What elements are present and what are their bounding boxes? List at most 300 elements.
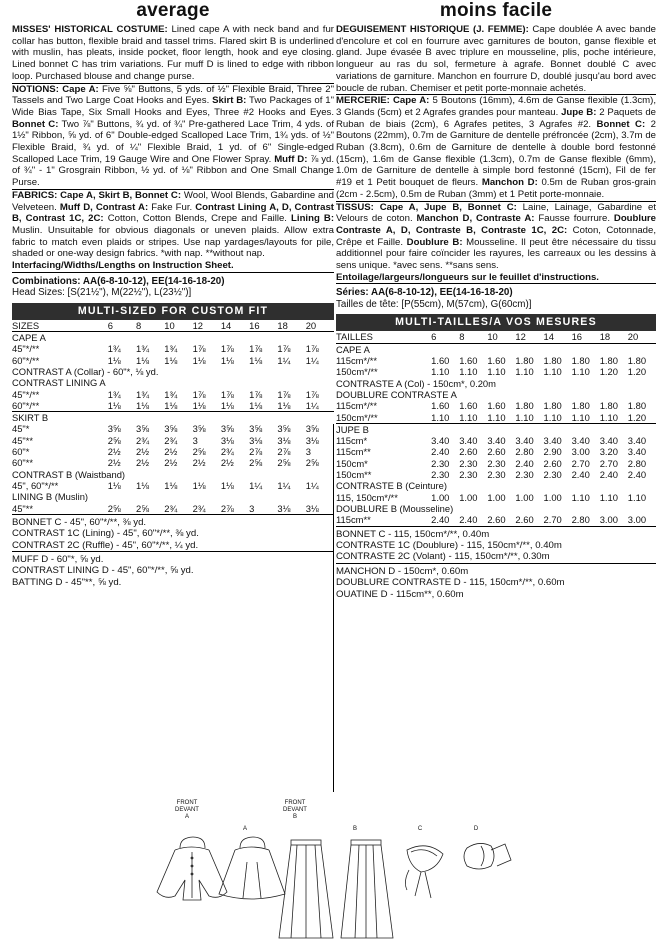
table-cell: 3⅝ <box>220 423 234 435</box>
table-cell: 1.80 <box>515 355 534 367</box>
table-cell: 1⅞ <box>305 388 319 400</box>
text-run: Laine, Lainage, Gabardine et Velours de coton. <box>336 201 656 225</box>
table-cell: 2.80 <box>571 514 590 526</box>
table-cell: 1.00 <box>543 491 562 503</box>
cape-back-sketch <box>219 837 285 899</box>
text-run: Muslin. <box>12 224 48 236</box>
table-cell: 2.70 <box>599 457 618 469</box>
table-cell: 1.10 <box>571 411 590 423</box>
table-note: CONTRASTE A (Col) - 150cm*, 0.20m <box>336 377 496 389</box>
sketch-label-d: D <box>473 826 479 832</box>
table-group-row <box>12 377 334 388</box>
table-cell: 3.00 <box>571 446 590 458</box>
table-header-cell: 6 <box>431 331 459 343</box>
table-cell: 1.10 <box>487 411 506 423</box>
row-label: 150cm* <box>336 457 368 469</box>
table-group-row <box>12 412 334 424</box>
table-cell: 1.10 <box>487 366 506 378</box>
combinations-line <box>12 276 334 288</box>
yardage-line: DOUBLURE CONTRASTE D - 115, 150cm*/**, 0.60m <box>336 577 565 589</box>
table-group-row <box>336 480 656 491</box>
table-cell: 1.60 <box>459 400 478 412</box>
row-label: 45"** <box>12 502 34 514</box>
text-run: Il peut être nécessaire du tissu additionnel pour faire coïncider les rayures, les carreaux ou les dessins à sens unique. *avec sens. **sans sens. <box>336 236 657 272</box>
table-cell: 3.20 <box>599 446 618 458</box>
cape-front-sketch <box>157 837 227 900</box>
table-header-row <box>336 331 656 343</box>
difficulty-heading-fr: moins facile <box>439 0 553 21</box>
divider <box>12 272 334 273</box>
table-row <box>12 343 334 354</box>
table-cell: 1⅛ <box>164 354 178 366</box>
table-cell: 2.40 <box>431 446 450 458</box>
bold-run: TISSUS: Cape A, Jupe B, Bonnet C: <box>336 201 517 213</box>
bold-run: Manchon D: <box>481 177 538 189</box>
table-cell: 1.80 <box>543 400 562 412</box>
table-cell: 2.40 <box>627 469 647 481</box>
table-cell: 2½ <box>136 446 150 458</box>
description-paragraph-fr <box>336 24 656 94</box>
table-cell: 1⅛ <box>192 479 206 491</box>
table-cell: 2.80 <box>515 446 534 458</box>
bold-run: MERCERIE: Cape A: <box>336 95 430 107</box>
table-cell: 2½ <box>164 446 178 458</box>
table-row <box>336 355 656 366</box>
sketch-label-front-b: FRONT DEVANT B <box>283 800 307 820</box>
table-header-cell: 16 <box>249 320 277 332</box>
table-cell: 1⅛ <box>107 354 121 366</box>
table-cell: 2.40 <box>459 514 478 526</box>
table-cell: 3⅛ <box>277 434 291 446</box>
bold-run: Skirt B: <box>212 95 247 107</box>
table-row <box>336 458 656 469</box>
combinations-text: Combinations: AA(6-8-10-12), EE(14-16-18-20) <box>12 275 225 287</box>
notions-paragraph <box>12 84 334 189</box>
table-note: CONTRAST A (Collar) - 60"*, ⅛ yd. <box>12 365 159 377</box>
table-cell: 2.60 <box>543 457 562 469</box>
table-cell: 1⅞ <box>277 388 291 400</box>
table-cell: 2¾ <box>164 434 178 446</box>
table-row <box>12 480 334 491</box>
table-cell: 2.30 <box>431 469 450 481</box>
table-cell: 2½ <box>107 457 121 469</box>
table-cell: 1.10 <box>459 366 478 378</box>
bonnet-sketch <box>405 846 443 898</box>
table-cell: 2½ <box>164 457 178 469</box>
table-cell: 1⅞ <box>305 343 319 355</box>
table-header-cell: 16 <box>572 331 600 343</box>
bold-run: Muff D: <box>274 153 308 165</box>
table-row <box>336 435 656 446</box>
description-paragraph <box>12 24 334 83</box>
text-run: Cotton, Cotton Blends, Crepe and Faille. <box>103 213 292 225</box>
table-cell: 1.80 <box>627 400 647 412</box>
text-run: Five ⅝" Buttons, 5 yds. of ½" Flexible Braid, Three 2" Tassels and Two Large Coat Hooks and Eyes. <box>12 83 334 107</box>
table-cell: 2.60 <box>487 446 506 458</box>
yardage-line: BONNET C - 45", 60"*/**, ⅜ yd. <box>12 514 334 528</box>
table-cell: 2.90 <box>543 446 562 458</box>
table-cell: 1¼ <box>277 354 291 366</box>
head-sizes-line-fr: Tailles de tête: [P(55cm), M(57cm), G(60cm)] <box>336 298 532 310</box>
row-label: 115cm*/** <box>336 400 377 412</box>
bold-run: MISSES' HISTORICAL COSTUME: <box>12 24 168 35</box>
table-cell: 2¾ <box>192 502 206 514</box>
table-cell: 1.10 <box>571 491 590 503</box>
table-row <box>336 514 656 525</box>
table-cell: 2.30 <box>515 469 534 481</box>
table-cell: 3⅝ <box>277 423 291 435</box>
row-label: 115cm*/** <box>336 355 377 367</box>
table-header-cell: 8 <box>136 320 164 332</box>
table-group-row <box>336 343 656 355</box>
fabrics-paragraph <box>12 190 334 260</box>
text-run: Two Packages of 1" Wide Bias Tape, Six Small Hooks and Eyes, Three #2 Hooks and Eyes. <box>12 95 334 118</box>
table-cell: 2.40 <box>571 469 590 481</box>
bold-run: Bonnet C: <box>12 118 59 130</box>
row-label: 45"*/** <box>12 388 40 400</box>
yardage-bar: MULTI-SIZED FOR CUSTOM FIT <box>12 303 334 320</box>
table-cell: 1⅞ <box>220 388 234 400</box>
table-cell: 3⅝ <box>192 423 206 435</box>
table-cell: 3⅛ <box>305 502 319 514</box>
table-header-cell: SIZES <box>12 320 108 332</box>
sketch-label-b: B <box>352 826 357 832</box>
text-run: Cape doublée A avec bande d'encolure et col en fourrure avec garnitures de bouton, ganse flexible et gland. Jupe évasée B avec triplure en mousseline, plis, poche intérieure, longueur au ras du sol, fermeture à agrafe. Bonnet doublé C avec variations de garniture. Manchon en fourrure D, doublé jusqu'au bord avec boucle de ruban. Chemiser et petit porte-monnaie achetés. <box>336 24 656 94</box>
table-row <box>12 400 334 412</box>
table-cell: 1¾ <box>107 388 121 400</box>
table-cell: 3.40 <box>543 435 562 447</box>
group-label: DOUBLURE CONTRASTE A <box>336 388 457 400</box>
table-cell: 1.60 <box>431 355 450 367</box>
table-cell: 2.60 <box>459 446 478 458</box>
table-cell: 1¼ <box>305 399 319 411</box>
table-note-row <box>12 366 334 377</box>
table-cell: 2.30 <box>487 457 506 469</box>
table-cell: 1⅛ <box>192 399 206 411</box>
table-cell: 1.10 <box>599 411 618 423</box>
table-cell: 1⅛ <box>220 354 234 366</box>
table-cell: 1¼ <box>305 354 319 366</box>
table-cell: 3⅝ <box>305 423 319 435</box>
table-cell: 2⅝ <box>305 457 319 469</box>
table-cell: 1.80 <box>571 400 590 412</box>
table-cell: 1⅞ <box>249 343 263 355</box>
table-cell: 1.80 <box>627 355 647 367</box>
group-label: CAPE A <box>12 332 46 344</box>
table-cell: 3.00 <box>599 514 618 526</box>
table-row <box>336 412 656 424</box>
table-cell: 2.40 <box>515 457 534 469</box>
table-row <box>336 446 656 457</box>
table-cell: 1⅞ <box>220 343 234 355</box>
extra-yardage-fr <box>336 526 656 600</box>
row-label: 150cm*/** <box>336 366 378 378</box>
interfacing-note-fr: Entoilage/largeurs/longueurs sur le feuillet d'instructions. <box>336 271 599 283</box>
table-cell: 3.00 <box>627 514 647 526</box>
group-label: CONTRAST LINING A <box>12 377 106 389</box>
yardage-line: CONTRASTE 1C (Doublure) - 115, 150cm*/**, 0.40m <box>336 539 562 551</box>
table-cell: 2.30 <box>487 469 506 481</box>
table-cell: 3 <box>192 434 198 446</box>
table-group-row <box>12 469 334 480</box>
combinations-text-fr: Séries: AA(6-8-10-12), EE(14-16-18-20) <box>336 287 513 299</box>
table-cell: 3.40 <box>431 435 450 447</box>
table-cell: 1¼ <box>277 479 291 491</box>
table-cell: 1.10 <box>459 411 478 423</box>
group-label: CAPE A <box>336 343 370 355</box>
table-cell: 3⅝ <box>249 423 263 435</box>
table-cell: 2⅞ <box>220 502 234 514</box>
table-cell: 2⅝ <box>192 446 206 458</box>
row-label: 115cm** <box>336 514 371 526</box>
row-label: 60"** <box>12 457 34 469</box>
text-run: Coton, Cotonnade, Crêpe et Faille. <box>336 224 656 248</box>
row-label: 45"* <box>12 423 30 435</box>
table-cell: 1.60 <box>487 355 506 367</box>
text-run: Fausse fourrure. <box>534 213 614 225</box>
table-cell: 1⅛ <box>192 354 206 366</box>
table-cell: 3⅛ <box>277 502 291 514</box>
table-header-cell: 20 <box>306 320 334 332</box>
table-cell: 1¾ <box>164 388 178 400</box>
bold-run: DEGUISEMENT HISTORIQUE (J. FEMME): <box>336 24 529 35</box>
table-cell: 2.60 <box>515 514 534 526</box>
table-cell: 2½ <box>107 446 121 458</box>
table-cell: 3.40 <box>459 435 478 447</box>
table-row <box>12 446 334 457</box>
muff-sketch <box>464 843 511 869</box>
table-cell: 2.70 <box>571 457 590 469</box>
table-cell: 1⅛ <box>277 399 291 411</box>
table-group-row <box>12 332 334 344</box>
table-cell: 1¾ <box>107 343 121 355</box>
sketch-label-front-a: FRONT DEVANT A <box>175 800 199 820</box>
table-cell: 1¾ <box>136 388 150 400</box>
table-header-cell: 14 <box>221 320 249 332</box>
table-cell: 2⅝ <box>107 502 121 514</box>
table-cell: 2.80 <box>627 457 647 469</box>
table-row <box>336 469 656 480</box>
table-cell: 2¾ <box>136 434 150 446</box>
table-cell: 2.30 <box>459 469 478 481</box>
table-cell: 2.30 <box>543 469 562 481</box>
table-cell: 1.80 <box>571 355 590 367</box>
table-row <box>336 366 656 377</box>
table-header-row <box>12 320 334 332</box>
notions-paragraph-fr <box>336 95 656 200</box>
table-header-cell: 6 <box>108 320 136 332</box>
table-cell: 1⅛ <box>249 399 263 411</box>
table-cell: 2⅞ <box>277 446 291 458</box>
table-group-row <box>336 389 656 400</box>
table-cell: 3.40 <box>599 435 618 447</box>
table-cell: 1⅞ <box>192 343 206 355</box>
yardage-table <box>12 320 334 514</box>
yardage-line: OUATINE D - 115cm**, 0.60m <box>336 588 464 600</box>
table-cell: 3 <box>249 502 255 514</box>
row-label: 60"*/** <box>12 354 40 366</box>
table-row <box>12 457 334 468</box>
table-cell: 1.10 <box>431 366 450 378</box>
table-cell: 1.80 <box>599 400 618 412</box>
table-cell: 1⅛ <box>164 399 178 411</box>
table-cell: 1.10 <box>515 366 534 378</box>
table-cell: 3⅝ <box>136 423 150 435</box>
interfacing-note: Interfacing/Widths/Lengths on Instruction Sheet. <box>12 260 234 272</box>
row-label: 60"*/** <box>12 399 40 411</box>
yardage-line: CONTRAST 1C (Lining) - 45", 60"*/**, ⅜ yd. <box>12 528 199 540</box>
table-cell: 1.80 <box>543 355 562 367</box>
bold-run: Doublure B: <box>406 236 463 248</box>
sketch-label-a: A <box>242 826 247 832</box>
table-row <box>12 435 334 446</box>
table-cell: 1.10 <box>599 491 618 503</box>
group-label: JUPE B <box>336 423 656 435</box>
table-cell: 1⅛ <box>136 479 150 491</box>
table-cell: 3.40 <box>571 435 590 447</box>
fabrics-paragraph-fr <box>336 202 656 272</box>
row-label: 60"* <box>12 446 30 458</box>
yardage-line: CONTRAST LINING D - 45", 60"*/**, ⅝ yd. <box>12 565 194 577</box>
divider <box>336 283 656 284</box>
text-run: Wool, Wool Blends, Gabardine and Velveteen. <box>12 189 335 213</box>
text-run: 2 Paquets de Ruban de biais (2cm), 6 Agrafes petites, 3 Agrafes #2. <box>336 106 656 130</box>
row-label: 45"** <box>12 434 34 446</box>
table-cell: 3.40 <box>515 435 534 447</box>
table-cell: 2⅝ <box>249 457 263 469</box>
table-cell: 2½ <box>192 457 206 469</box>
table-cell: 3.40 <box>627 446 647 458</box>
group-label: SKIRT B <box>12 412 334 424</box>
group-label: LINING B (Muslin) <box>12 491 89 503</box>
row-label: 115cm* <box>336 435 368 447</box>
bold-run: FABRICS: Cape A, Skirt B, Bonnet C: <box>12 189 182 201</box>
text-run: 2 Boutons (22mm), 0.7m de Garniture de dentelle préfroncée (2cm), 3.7m de Ruban (3.8cm), 0.6m de Garniture de dentelle à double bord festonné (15cm), 1.6m de Ganse flexible (1.3cm), 0.7m de Ganse flexible (6mm), 1.0m de Garniture de dentelle à simple bord festonné (15cm), Fil de fer #19 et 1 Petit bouquet de fleurs. <box>336 118 656 189</box>
text-run: Two ⅞" Buttons, ¾ yd. of ¾" Pre-gathered Lace Trim, 4 yds. of 1½" Ribbon, ⅝ yd. of 6" Double-edged Scalloped Lace Trim, 1¾ yds. of ½" Flexible Braid, ¾ yd. of ¼" Flexible Braid, 1 yd. of 6" Single-edged Scalloped Lace Trim, 19 Gauge Wire and One Flower Spray. <box>12 118 334 165</box>
text-run: 0.5m de Ruban gros-grain (2cm - 2.5cm), 0.5m de Ruban (3mm) et 1 Petit porte-monnaie. <box>336 177 656 200</box>
table-cell: 1.00 <box>431 491 450 503</box>
yardage-line: MANCHON D - 150cm*, 0.60m <box>336 563 656 577</box>
text-run: Mousseline. <box>462 236 522 248</box>
table-cell: 1.80 <box>599 355 618 367</box>
table-cell: 3⅝ <box>107 423 121 435</box>
yardage-line: CONTRAST 2C (Ruffle) - 45", 60"*/**, ¼ yd. <box>12 539 199 551</box>
table-cell: 1¾ <box>164 343 178 355</box>
row-label: 115, 150cm*/** <box>336 491 398 503</box>
table-cell: 2⅝ <box>107 434 121 446</box>
table-cell: 1.20 <box>599 366 618 378</box>
table-cell: 1⅛ <box>220 479 234 491</box>
table-cell: 2.40 <box>431 514 450 526</box>
group-label: CONTRAST B (Waistband) <box>12 468 126 480</box>
table-header-cell: 14 <box>544 331 572 343</box>
table-cell: 2.60 <box>487 514 506 526</box>
table-row <box>12 503 334 514</box>
text-run: 5 Boutons (16mm), 4.6m de Ganse flexible (1.3cm), 3 Glands (5cm) et 2 Agrafes grandes pour manteau. <box>336 95 656 118</box>
combinations-line-fr <box>336 287 656 299</box>
table-cell: 2.30 <box>431 457 450 469</box>
table-cell: 3⅛ <box>249 434 263 446</box>
table-cell: 3.40 <box>487 435 506 447</box>
table-row <box>12 389 334 400</box>
table-cell: 1⅛ <box>164 479 178 491</box>
table-row <box>12 355 334 366</box>
row-label: 45"*/** <box>12 343 40 355</box>
table-cell: 1¼ <box>249 479 263 491</box>
table-cell: 2⅞ <box>249 446 263 458</box>
table-cell: 1⅛ <box>249 354 263 366</box>
table-cell: 1⅞ <box>192 388 206 400</box>
bold-run: Lining B: <box>291 213 335 225</box>
table-cell: 1.10 <box>431 411 450 423</box>
table-cell: 2½ <box>136 457 150 469</box>
table-cell: 1.60 <box>459 355 478 367</box>
table-cell: 1.20 <box>627 366 647 378</box>
text-run: ⅞ yd. of ¾" - 1" Grosgrain Ribbon, ½ yd. of ⅛" Ribbon and One Small Change Purse. <box>12 153 334 189</box>
table-cell: 2.30 <box>459 457 478 469</box>
table-header-cell: 12 <box>515 331 543 343</box>
table-cell: 2½ <box>220 457 234 469</box>
extra-yardage <box>12 514 334 588</box>
table-cell: 1⅛ <box>107 479 121 491</box>
table-row <box>12 423 334 434</box>
table-cell: 1.80 <box>515 400 534 412</box>
table-header-cell: 10 <box>164 320 192 332</box>
table-cell: 3⅝ <box>164 423 178 435</box>
yardage-line: CONTRASTE 2C (Volant) - 115, 150cm*/**, 0.30m <box>336 551 550 563</box>
sketch-label-c: C <box>417 826 423 832</box>
bold-run: Jupe B: <box>561 106 597 118</box>
row-label: 150cm** <box>336 469 372 481</box>
table-cell: 1.20 <box>627 411 647 423</box>
table-row <box>336 400 656 411</box>
table-header-cell: 18 <box>277 320 305 332</box>
table-cell: 1⅛ <box>136 354 150 366</box>
table-header-cell: 8 <box>459 331 487 343</box>
table-group-row <box>336 423 656 435</box>
table-cell: 1⅞ <box>277 343 291 355</box>
group-label: CONTRASTE B (Ceinture) <box>336 480 447 492</box>
english-column <box>12 0 334 588</box>
table-cell: 2¾ <box>164 502 178 514</box>
table-cell: 3⅛ <box>220 434 234 446</box>
table-header-cell: 18 <box>600 331 628 343</box>
bold-run: Manchon D, Contraste A: <box>416 213 535 225</box>
table-group-row <box>12 491 334 502</box>
table-cell: 1⅛ <box>107 399 121 411</box>
difficulty-heading: average <box>136 0 210 21</box>
bold-run: Bonnet C: <box>596 118 646 130</box>
head-sizes-line: Head Sizes: [S(21½"), M(22½"), L(23½")] <box>12 287 192 299</box>
table-cell: 2.40 <box>599 469 618 481</box>
text-run: Fake Fur. <box>148 201 196 213</box>
table-header-cell: 20 <box>628 331 656 343</box>
table-cell: 1¼ <box>305 479 319 491</box>
table-cell: 1.10 <box>543 411 562 423</box>
table-cell: 1.00 <box>515 491 534 503</box>
skirt-front-sketch <box>279 840 333 938</box>
bold-run: Muff D, Contrast A: <box>59 201 149 213</box>
table-cell: 3.40 <box>627 435 647 447</box>
column-divider <box>333 424 334 792</box>
table-cell: 3⅛ <box>305 434 319 446</box>
table-header-cell: 10 <box>487 331 515 343</box>
yardage-line: BATTING D - 45"**, ⅝ yd. <box>12 576 122 588</box>
yardage-bar-fr: MULTI-TAILLES/A VOS MESURES <box>336 314 656 331</box>
text-run: Lined cape A with neck band and fur collar has button, flexible braid and tassel trims. Flared skirt B is underlined with muslin, has pleats, inside pocket, floor length, hook and eye closing. Lined bonnet C has trim variations. Fur muff D is lined to edge with ribbon loop. Purchased blouse and change purse. <box>12 24 334 82</box>
text-run: Unsuitable for obvious diagonals or uneven plaids. Allow extra fabric to match even plaids or stripes. Use nap yardages/layouts for pile, shaded or one-way design fabrics. *with nap. **without nap. <box>12 224 334 260</box>
table-cell: 1.60 <box>431 400 450 412</box>
